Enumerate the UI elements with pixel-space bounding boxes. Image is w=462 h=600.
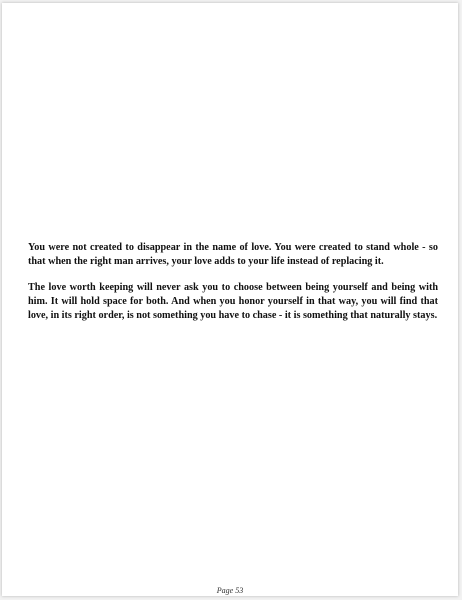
document-page — [2, 3, 458, 596]
page-number: Page 53 — [216, 586, 244, 595]
body-text — [28, 241, 438, 335]
paragraph-1: You were not created to disappear in the name of love. You were created to stand whole - so that when the right man arrives, your love adds to your life instead of replacing it. — [28, 242, 438, 268]
paragraph-2: The love worth keeping will never ask you to choose between being yourself and being with him. It will hold space for both. And when you honor yourself in that way, you will find that love, in its right order, is not something you have to chase - it is something that naturally stays. — [28, 282, 438, 322]
